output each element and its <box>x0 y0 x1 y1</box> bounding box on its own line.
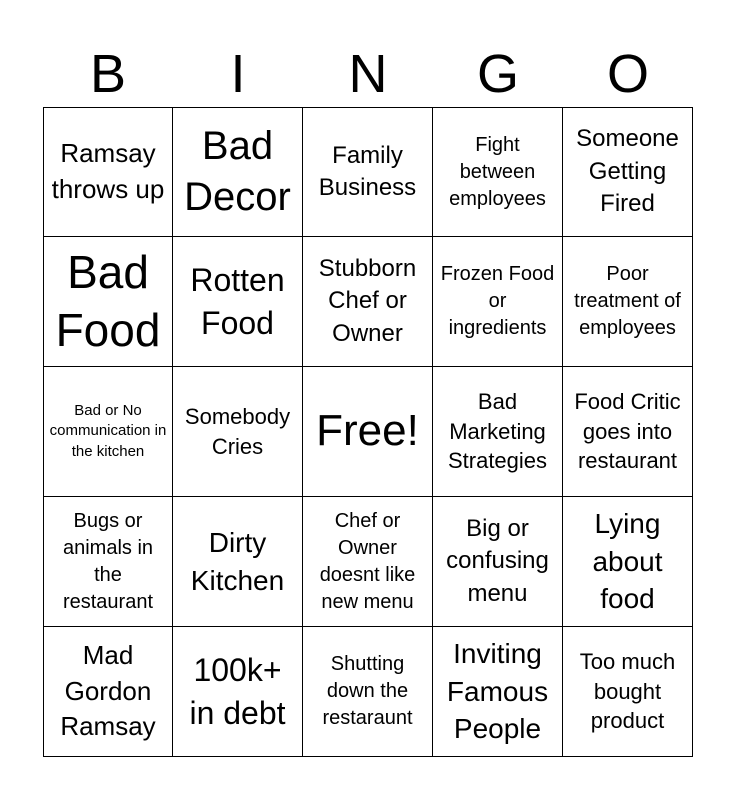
cell-text: Frozen Food or ingredients <box>440 263 555 339</box>
bingo-cell[interactable] <box>563 627 693 757</box>
cell-text: Mad Gordon Ramsay <box>60 639 156 742</box>
header-letter-n: N <box>348 44 388 104</box>
cell-text: Poor treatment of employees <box>574 263 681 339</box>
bingo-cell[interactable] <box>173 237 303 367</box>
bingo-cell[interactable] <box>43 497 173 627</box>
cell-text: Dirty Kitchen <box>190 526 285 596</box>
bingo-cell[interactable] <box>433 237 563 367</box>
cell-text: Big or confusing menu <box>446 514 549 607</box>
cell-text: Bad Marketing Strategies <box>447 388 548 474</box>
bingo-cell[interactable] <box>173 497 303 627</box>
bingo-cell[interactable] <box>433 497 563 627</box>
header-letter-o: O <box>606 44 649 104</box>
free-space[interactable] <box>303 367 433 497</box>
cell-text: Free! <box>316 406 419 456</box>
header-letter-i: I <box>230 44 246 104</box>
cell-text: Chef or Owner doesnt like new menu <box>319 509 416 613</box>
cell-text: Rotten Food <box>190 262 285 341</box>
bingo-cell[interactable] <box>303 237 433 367</box>
header-letter-b: B <box>89 44 127 104</box>
bingo-cell[interactable] <box>563 107 693 237</box>
cell-text: Bugs or animals in the restaurant <box>62 509 154 613</box>
bingo-cell[interactable] <box>563 497 693 627</box>
cell-text: Bad Food <box>55 246 161 356</box>
cell-text: Somebody Cries <box>184 403 291 459</box>
cell-text: Stubborn Chef or Owner <box>318 254 417 347</box>
cell-text: Someone Getting Fired <box>576 125 679 218</box>
bingo-cell[interactable] <box>43 237 173 367</box>
bingo-cell[interactable] <box>563 367 693 497</box>
bingo-cell[interactable] <box>173 367 303 497</box>
cell-text: Family Business <box>318 141 417 201</box>
bingo-header <box>43 40 693 108</box>
cell-text: Too much bought product <box>579 648 676 734</box>
cell-text: Lying about food <box>592 507 663 615</box>
bingo-cell[interactable] <box>303 107 433 237</box>
cell-text: Bad or No communication in the kitchen <box>49 402 167 460</box>
cell-text: 100k+ in debt <box>189 652 286 731</box>
bingo-cell[interactable] <box>43 367 173 497</box>
bingo-card <box>43 107 693 757</box>
cell-text: Bad Decor <box>184 123 291 219</box>
bingo-cell[interactable] <box>563 237 693 367</box>
cell-text: Shutting down the restaraunt <box>322 653 413 729</box>
cell-text: Ramsay throws up <box>51 138 165 204</box>
header-letter-g: G <box>476 44 519 104</box>
cell-text: Food Critic goes into restaurant <box>574 388 681 474</box>
bingo-cell[interactable] <box>43 627 173 757</box>
bingo-cell[interactable] <box>303 497 433 627</box>
bingo-cell[interactable] <box>433 367 563 497</box>
bingo-cell[interactable] <box>173 627 303 757</box>
cell-text: Fight between employees <box>449 133 546 210</box>
cell-text: Inviting Famous People <box>446 637 549 745</box>
bingo-cell[interactable] <box>433 107 563 237</box>
bingo-cell[interactable] <box>303 627 433 757</box>
bingo-cell[interactable] <box>433 627 563 757</box>
bingo-cell[interactable] <box>173 107 303 237</box>
bingo-cell[interactable] <box>43 107 173 237</box>
